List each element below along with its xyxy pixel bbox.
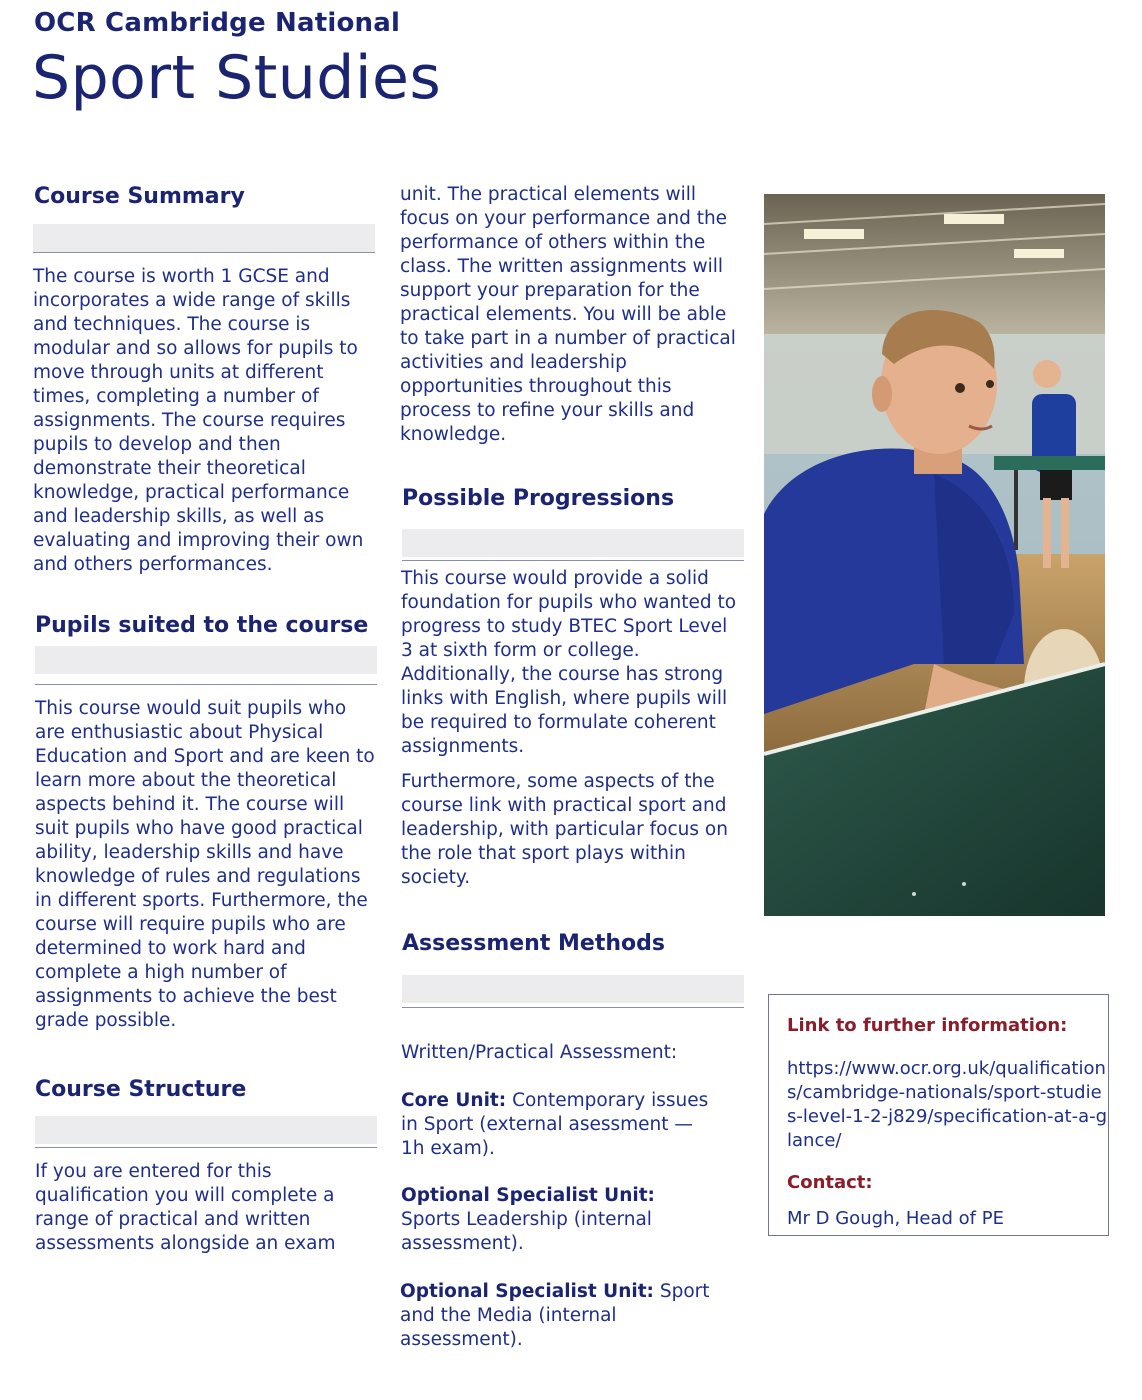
info-box xyxy=(768,994,1109,1236)
placeholder-bar xyxy=(33,224,375,252)
unit-text: Sport and the Media (internal assessment). xyxy=(400,1281,710,1350)
info-link[interactable]: https://www.ocr.org.uk/qualifications/cambridge-nationals/sport-studies-level-1-2-j829/specification-at-a-glance/ xyxy=(787,1058,1108,1151)
unit-text: Contemporary issues in Sport (external asessment — 1h exam). xyxy=(401,1090,709,1159)
divider xyxy=(402,560,744,561)
placeholder-bar xyxy=(35,646,377,674)
course-structure-heading: Course Structure xyxy=(35,1077,247,1102)
contact-name: Mr D Gough, Head of PE xyxy=(787,1208,1004,1229)
assessment-unit xyxy=(401,1184,711,1256)
page-title: Sport Studies xyxy=(32,43,442,113)
placeholder-bar xyxy=(402,529,744,557)
table-tennis-photo xyxy=(764,194,1105,916)
assessment-unit xyxy=(400,1280,710,1352)
progressions-text-2: Furthermore, some aspects of the course link with practical sport and leadership, with particular focus on the role that sport plays within society. xyxy=(401,771,728,888)
divider xyxy=(35,684,377,685)
progressions-heading: Possible Progressions xyxy=(402,486,675,511)
divider xyxy=(402,1007,744,1008)
unit-label: Optional Specialist Unit: xyxy=(401,1185,655,1206)
divider xyxy=(33,252,375,253)
pupils-suited-heading: Pupils suited to the course xyxy=(35,613,369,638)
brand-heading: OCR Cambridge National xyxy=(34,8,401,38)
link-heading: Link to further information: xyxy=(787,1015,1068,1036)
placeholder-bar xyxy=(402,975,744,1003)
progressions-text-1: This course would provide a solid foundation for pupils who wanted to progress to study BTEC Sport Level 3 at sixth form or college. Additionally, the course has strong links with English, where pupils will be required to formulate coherent assignments. xyxy=(401,568,737,757)
placeholder-bar xyxy=(35,1116,377,1144)
assessment-unit xyxy=(401,1089,711,1161)
contact-heading: Contact: xyxy=(787,1172,873,1193)
divider xyxy=(35,1147,377,1148)
assessment-heading: Assessment Methods xyxy=(402,931,665,956)
unit-label: Core Unit: xyxy=(401,1090,507,1111)
assessment-intro: Written/Practical Assessment: xyxy=(401,1042,678,1063)
course-structure-continued-text: unit. The practical elements will focus on your performance and the performance of others within the class. The written assignments will support your preparation for the practical elements. You will be able to take part in a number of practical activities and leadership opportunities throughout this process to refine your skills and knowledge. xyxy=(400,184,736,445)
unit-text: Sports Leadership (internal assessment). xyxy=(401,1209,652,1254)
unit-label: Optional Specialist Unit: xyxy=(400,1281,654,1302)
pupils-suited-text: This course would suit pupils who are enthusiastic about Physical Education and Sport and are keen to learn more about the theoretical aspects behind it. The course will suit pupils who have good practical ability, leadership skills and have knowledge of rules and regulations in different sports. Furthermore, the course will require pupils who are determined to work hard and complete a high number of assignments to achieve the best grade possible. xyxy=(35,698,375,1031)
course-summary-text: The course is worth 1 GCSE and incorporates a wide range of skills and techniques. The course is modular and so allows for pupils to move through units at different times, completing a number of assignments. The course requires pupils to develop and then demonstrate their theoretical knowledge, practical performance and leadership skills, as well as evaluating and improving their own and others performances. xyxy=(33,266,364,575)
course-structure-text: If you are entered for this qualification you will complete a range of practical and written assessments alongside an exam xyxy=(35,1161,336,1254)
course-summary-heading: Course Summary xyxy=(34,184,245,209)
